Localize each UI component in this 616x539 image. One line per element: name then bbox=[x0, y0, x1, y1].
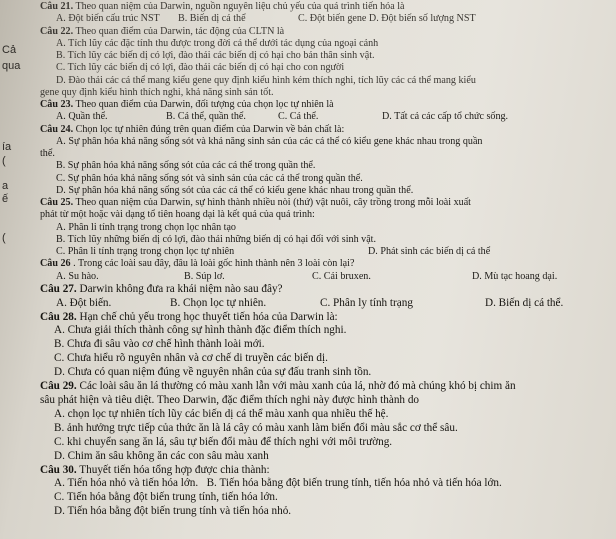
option-b: B. Chọn lọc tự nhiên. bbox=[170, 296, 267, 309]
option-d: D. Sự phân hóa khả năng sống sót của các cá thể có kiểu gene khác nhau trong quần thể. bbox=[56, 184, 414, 196]
options-q21 bbox=[40, 13, 612, 25]
option-a: A. Tiến hóa nhỏ và tiến hóa lớn. bbox=[54, 477, 199, 490]
option-c: C. Sự phân hóa khả năng sống sót và sinh sản của các cá thể trong quần thể. bbox=[56, 172, 363, 184]
option-b: B. Sự phân hóa khả năng sống sót của các cá thể trong quần thể. bbox=[56, 160, 316, 172]
margin-fragment: qua bbox=[2, 60, 21, 72]
margin-fragment: Cả bbox=[2, 44, 17, 56]
option-b: B. Biến dị cá thể bbox=[178, 13, 246, 25]
option-a: A. Tích lũy các đặc tính thu được trong đời cá thể dưới tác dụng của ngoại cảnh bbox=[56, 37, 379, 49]
option-d: D. Chưa có quan niệm đúng về nguyên nhân của sự đấu tranh sinh tồn. bbox=[54, 366, 372, 379]
question-21: Câu 21. Theo quan niệm của Darwin, nguồn nguyên liệu chủ yếu của quá trình tiến hóa là bbox=[40, 1, 405, 12]
option-b: B. Cá thể, quần thể. bbox=[166, 111, 246, 123]
margin-fragment: ( bbox=[2, 232, 6, 244]
option-d: D. Biến dị cá thể. bbox=[485, 296, 564, 309]
options-q26 bbox=[40, 271, 612, 283]
option-c: C. Cải bruxen. bbox=[312, 270, 371, 282]
option-b: B. Tiến hóa bằng đột biến trung tính, tiến hóa nhỏ và tiến hóa lớn. bbox=[206, 477, 502, 490]
option-a-continued: thể. bbox=[40, 148, 55, 159]
question-29-continued: sâu phát hiện và tiêu diệt. Theo Darwin, đặc điểm thích nghi này được hình thành do bbox=[40, 394, 420, 406]
option-a: A. Phân li tính trạng trong chọn lọc nhân tạo bbox=[56, 221, 236, 233]
option-a: A. Chưa giải thích thành công sự hình thành đặc điểm thích nghi. bbox=[54, 324, 347, 337]
large-print-section bbox=[40, 283, 612, 519]
option-a: A. chọn lọc tự nhiên tích lũy các biến dị cá thể màu xanh qua nhiều thế hệ. bbox=[54, 407, 389, 420]
option-a: A. Sự phân hóa khả năng sống sót và khả năng sinh sản của các cá thể có kiểu gene khác nhau trong quần bbox=[56, 135, 483, 147]
question-25-continued: phát từ một hoặc vài dạng tổ tiên hoang dại là kết quả của quá trình: bbox=[40, 209, 315, 221]
margin-fragment: ( bbox=[2, 155, 6, 167]
question-28: Câu 28. Hạn chế chủ yếu trong học thuyết tiến hóa của Darwin là: bbox=[40, 310, 338, 323]
option-c: C. Phân li tính trạng trong chọn lọc tự nhiên bbox=[56, 246, 235, 257]
question-list bbox=[40, 1, 612, 519]
options-q23 bbox=[40, 111, 612, 123]
option-d: D. Chim ăn sâu không ăn các con sâu màu xanh bbox=[54, 449, 269, 462]
option-c: C. Cá thể. bbox=[278, 111, 319, 123]
option-d: D. Tiến hóa bằng đột biến trung tính và tiến hóa nhỏ. bbox=[54, 505, 292, 518]
question-22: Câu 22. Theo quan điểm của Darwin, tác động của CLTN là bbox=[40, 25, 285, 37]
option-c: C. Chưa hiểu rõ nguyên nhân và cơ chế di truyền các biến dị. bbox=[54, 352, 328, 365]
option-d: D. Đào thải các cá thể mang kiểu gene quy định kiểu hình kém thích nghi, tích lũy các cá thể mang kiểu bbox=[56, 74, 476, 86]
question-24: Câu 24. Chọn lọc tự nhiên đúng trên quan điểm của Darwin về bản chất là: bbox=[40, 123, 345, 135]
option-a: A. Quần thể. bbox=[56, 111, 108, 123]
option-c: C. Phân ly tính trạng bbox=[320, 296, 413, 309]
option-a: A. Su hào. bbox=[56, 270, 99, 282]
option-a-and-b bbox=[40, 477, 612, 491]
option-c: C. Tiến hóa bằng đột biến trung tính, tiến hóa lớn. bbox=[54, 491, 278, 504]
option-a: A. Đột biến cấu trúc NST bbox=[56, 13, 160, 25]
option-b: B. Chưa đi sâu vào cơ chế hình thành loài mới. bbox=[54, 338, 265, 351]
margin-fragment: a bbox=[2, 180, 9, 192]
question-30: Câu 30. Thuyết tiến hóa tổng hợp được chia thành: bbox=[40, 463, 270, 476]
question-25: Câu 25. Theo quan niệm của Darwin, sự hình thành nhiều nòi (thứ) vật nuôi, cây trồng trong mỗi loài xuất bbox=[40, 197, 471, 208]
question-26: Câu 26 . Trong các loài sau đây, đâu là loài gốc hình thành nên 3 loài còn lại? bbox=[40, 258, 355, 270]
question-27: Câu 27. Darwin không đưa ra khái niệm nào sau đây? bbox=[40, 282, 283, 295]
option-b: B. Tích lũy những biến dị có lợi, đào thải những biến dị có hại đối với sinh vật. bbox=[56, 233, 376, 245]
margin-fragment: ía bbox=[2, 141, 12, 153]
option-d-continued: gene quy định kiểu hình thích nghi, khả năng sinh sản tốt. bbox=[40, 86, 274, 98]
option-b: B. Súp lơ. bbox=[184, 270, 225, 282]
option-d: D. Phát sinh các biến dị cá thể bbox=[368, 246, 491, 257]
question-23: Câu 23. Theo quan điểm của Darwin, đối tượng của chọn lọc tự nhiên là bbox=[40, 99, 334, 110]
options-q27 bbox=[40, 297, 612, 311]
option-a: A. Đột biến. bbox=[56, 296, 112, 309]
option-d: D. Mù tạc hoang dại. bbox=[472, 270, 558, 282]
options-q25-cd bbox=[40, 246, 612, 258]
option-c: C. khi chuyển sang ăn lá, sâu tự biến đổi màu để thích nghi với môi trường. bbox=[54, 435, 393, 448]
option-d: D. Tất cả các cấp tổ chức sống. bbox=[382, 111, 509, 123]
option-b: B. Tích lũy các biến dị có lợi, đào thải các biến dị có hại cho bản thân sinh vật. bbox=[56, 50, 375, 61]
option-c: C. Đột biến gene D. Đột biến số lượng NST bbox=[298, 13, 476, 25]
question-29: Câu 29. Các loài sâu ăn lá thường có màu xanh lẫn với màu xanh của lá, nhờ đó mà chúng khó bị chim ăn bbox=[40, 380, 516, 393]
option-c: C. Tích lũy các biến dị có lợi, đào thải các biến dị có hại cho con người bbox=[56, 62, 345, 74]
option-b: B. ảnh hưởng trực tiếp của thức ăn là lá cây có màu xanh làm biến đổi màu sắc cơ thể sâu. bbox=[54, 421, 458, 434]
margin-fragment: ế bbox=[2, 193, 9, 205]
